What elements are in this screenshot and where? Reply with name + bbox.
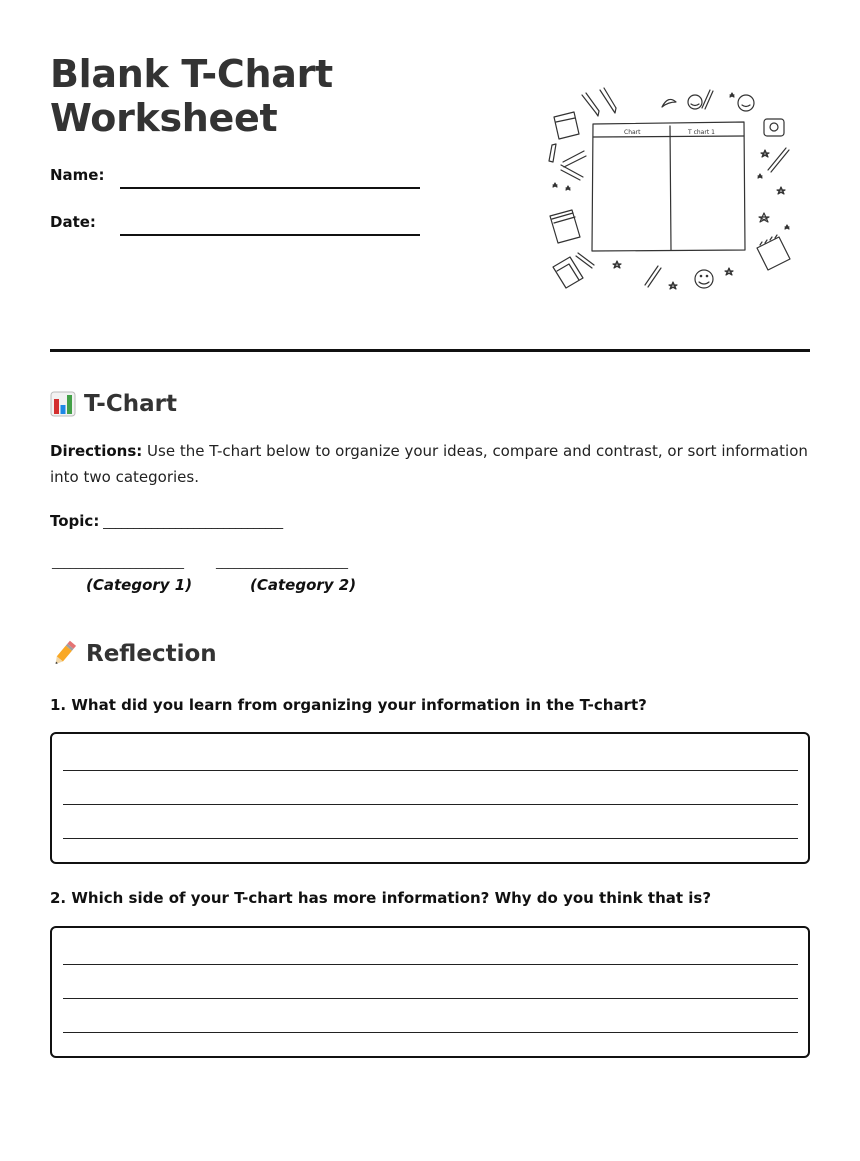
pencil-icon xyxy=(576,253,594,268)
date-field[interactable] xyxy=(120,234,420,236)
answer-box-2[interactable] xyxy=(50,926,810,1058)
answer-line[interactable] xyxy=(63,998,798,999)
reflection-heading xyxy=(50,639,217,669)
smiley-icon xyxy=(688,95,754,111)
pencil-icon xyxy=(50,640,78,668)
star-icon xyxy=(553,183,570,190)
topic-field[interactable] xyxy=(50,512,283,530)
directions-label: Directions: xyxy=(50,442,143,460)
question-1: 1. What did you learn from organizing your information in the T-chart? xyxy=(50,696,647,714)
marker-icon xyxy=(549,144,586,180)
date-label: Date: xyxy=(50,213,96,231)
leaf-icon xyxy=(662,99,676,107)
answer-line[interactable] xyxy=(63,1032,798,1033)
smiley-icon xyxy=(695,270,713,288)
pencil-icon xyxy=(768,148,789,172)
category-2-label: (Category 2) xyxy=(250,576,357,594)
spiral-notebook-icon xyxy=(757,235,790,270)
section-divider xyxy=(50,349,810,352)
title-line-2: Worksheet xyxy=(50,96,278,140)
illustration-col2-label: T chart 1 xyxy=(688,129,715,136)
name-label: Name: xyxy=(50,166,105,184)
t-chart-doodle-illustration xyxy=(540,82,805,302)
answer-line[interactable] xyxy=(63,804,798,805)
camera-icon xyxy=(764,119,784,136)
directions-body: Use the T-chart below to organize your ideas, compare and contrast, or sort information into two categories. xyxy=(50,442,808,486)
t-chart-paper-icon xyxy=(592,122,745,251)
star-icon xyxy=(613,261,733,289)
tchart-heading-text: T-Chart xyxy=(84,391,177,417)
name-field[interactable] xyxy=(120,187,420,189)
answer-line[interactable] xyxy=(63,770,798,771)
category-2-line[interactable]: ______________________ xyxy=(216,555,348,569)
page-title xyxy=(50,52,333,140)
answer-line[interactable] xyxy=(63,964,798,965)
notebook-icon xyxy=(550,210,580,243)
pencil-icon xyxy=(582,88,616,116)
topic-label: Topic: xyxy=(50,512,100,530)
pencil-icon xyxy=(645,266,661,287)
pencil-icon xyxy=(702,90,713,109)
title-line-1: Blank T-Chart xyxy=(50,52,333,96)
sticky-note-icon xyxy=(554,112,579,139)
directions-text xyxy=(50,438,810,490)
bar-chart-icon xyxy=(50,391,76,417)
answer-box-1[interactable] xyxy=(50,732,810,864)
reflection-heading-text: Reflection xyxy=(86,641,217,667)
category-1-label: (Category 1) xyxy=(86,576,193,594)
category-1-line[interactable]: ______________________ xyxy=(52,555,184,569)
topic-blank-line[interactable]: ______________________________ xyxy=(99,515,284,529)
question-2: 2. Which side of your T-chart has more information? Why do you think that is? xyxy=(50,889,712,907)
tchart-heading xyxy=(50,389,177,419)
illustration-col1-label: Chart xyxy=(624,129,641,136)
notepad-icon xyxy=(553,257,583,288)
answer-line[interactable] xyxy=(63,838,798,839)
